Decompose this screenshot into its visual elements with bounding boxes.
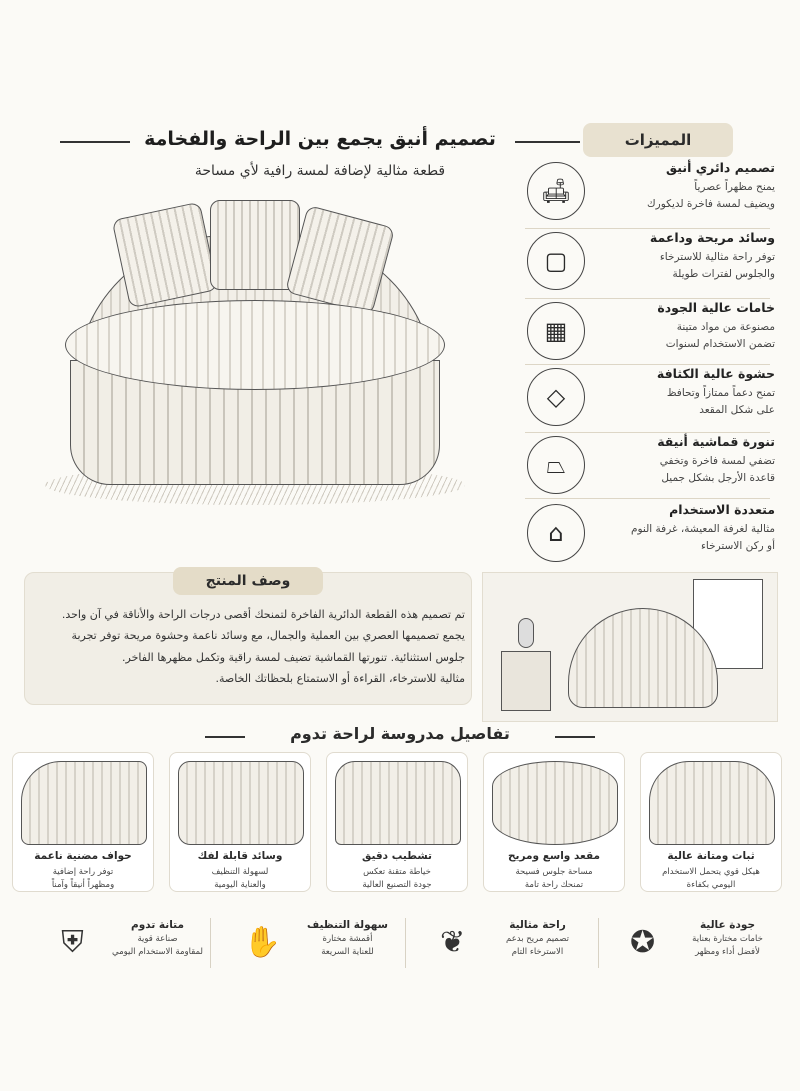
feature-desc: مصنوعة من مواد متينة تضمن الاستخدام لسنوات xyxy=(665,321,775,350)
page-title: تصميم أنيق يجمع بين الراحة والفخامة xyxy=(144,128,496,150)
features-header: المميزات xyxy=(583,123,733,157)
detail-image xyxy=(335,761,461,845)
divider xyxy=(525,432,770,433)
feature-desc: تمنح دعماً ممتازاً وتحافظ على شكل المقعد xyxy=(666,387,775,416)
feature-title: تنورة قماشية أنيقة xyxy=(657,434,775,449)
home-icon: ⌂ xyxy=(527,504,585,562)
feature-title: متعددة الاستخدام xyxy=(669,502,775,517)
detail-title: مقعد واسع ومريح xyxy=(507,850,601,862)
feature-item xyxy=(525,502,775,566)
side-table xyxy=(501,651,551,711)
sofa-illustration xyxy=(35,185,475,555)
description-title: وصف المنتج xyxy=(173,567,323,595)
detail-desc: توفر راحة إضافية ومظهراً أنيقاً وآمناً xyxy=(51,867,115,891)
feature-item xyxy=(525,160,775,224)
description-text: تم تصميم هذه القطعة الدائرية الفاخرة لتمنحك أقصى درجات الراحة والأناقة في آن واحد. يجمع تصميمها العصري بين العملية والجمال، مع وسائد ناعمة وحشوة مريحة توفر تجربة جلوس استثنائية. تنورتها القماشية تضيف لمسة راقية وتكمل مظهرها الفاخر. مثالية للاسترخاء، القراءة أو الاستمتاع بلحظاتك الخاصة. xyxy=(61,608,465,686)
benefit-desc: خامات مختارة بعناية لأفضل أداء ومظهر xyxy=(692,934,763,957)
details-title: تفاصيل مدروسة لراحة تدوم xyxy=(290,724,510,743)
vase xyxy=(518,618,534,648)
detail-desc: مساحة جلوس فسيحة تمنحك راحة تامة xyxy=(515,867,593,891)
feature-title: وسائد مريحة وداعمة xyxy=(649,230,775,245)
cushion-icon: ◇ xyxy=(527,368,585,426)
feature-item xyxy=(525,230,775,294)
medal-icon: ✪ xyxy=(629,925,656,960)
benefit-title: جودة عالية xyxy=(699,919,756,931)
feature-desc: توفر راحة مثالية للاسترخاء والجلوس لفترات طويلة xyxy=(659,251,775,280)
feature-item xyxy=(525,300,775,364)
pillow xyxy=(210,200,300,290)
divider xyxy=(525,298,770,299)
feature-desc: مثالية لغرفة المعيشة، غرفة النوم أو ركن الاسترخاء xyxy=(631,523,775,552)
detail-title: وسائد قابلة لفك xyxy=(197,850,283,862)
benefit-item xyxy=(405,915,590,975)
divider xyxy=(210,918,211,968)
feature-desc: تضفي لمسة فاخرة وتخفي قاعدة الأرجل بشكل جميل xyxy=(659,455,775,484)
pillow xyxy=(112,202,219,309)
skirt-icon: ⏢ xyxy=(527,436,585,494)
divider xyxy=(405,918,406,968)
detail-desc: لسهولة التنظيف والعناية اليومية xyxy=(211,867,269,891)
benefit-desc: أقمشة مختارة للعناية السريعة xyxy=(321,934,374,957)
detail-image xyxy=(492,761,618,845)
divider xyxy=(598,918,599,968)
detail-title: تشطيب دقيق xyxy=(362,850,432,862)
divider xyxy=(525,364,770,365)
shield-icon: ⛨ xyxy=(61,925,84,960)
detail-card xyxy=(640,752,782,892)
feature-title: خامات عالية الجودة xyxy=(657,300,775,315)
divider xyxy=(525,498,770,499)
detail-title: حواف مضنية ناعمة xyxy=(34,850,132,862)
pillow-icon: ▢ xyxy=(527,232,585,290)
detail-title: ثبات ومتانة عالية xyxy=(667,850,755,862)
hand-icon: ✋ xyxy=(243,925,282,960)
benefit-title: سهولة التنظيف xyxy=(307,919,388,931)
feature-desc: يمنح مظهراً عصرياً ويضيف لمسة فاخرة لديكورك xyxy=(647,181,775,210)
sofa-icon: 🛋 xyxy=(527,162,585,220)
detail-image xyxy=(178,761,304,845)
page-subtitle: قطعة مثالية لإضافة لمسة رافية لأي مساحة xyxy=(194,163,446,179)
detail-card xyxy=(483,752,625,892)
benefit-item xyxy=(215,915,400,975)
detail-desc: خياطة متقنة تعكس جودة التصنيع العالية xyxy=(362,867,432,891)
benefit-title: راحة مثالية xyxy=(509,919,566,931)
title-rule-right xyxy=(515,141,580,143)
details-rule-left xyxy=(205,736,245,738)
detail-card xyxy=(326,752,468,892)
detail-image xyxy=(21,761,147,845)
detail-card xyxy=(169,752,311,892)
feature-item xyxy=(525,366,775,430)
sofa-seat xyxy=(65,300,445,390)
detail-desc: هيكل قوي يتحمل الاستخدام اليومي بكفاءة xyxy=(662,867,760,891)
divider xyxy=(525,228,770,229)
feature-item xyxy=(525,434,775,498)
detail-card xyxy=(12,752,154,892)
fabric-icon: ▦ xyxy=(527,302,585,360)
benefit-desc: صناعة قوية لمقاومة الاستخدام اليومي xyxy=(111,934,204,957)
benefit-desc: تصميم مريح بدعم الاسترخاء التام xyxy=(506,934,569,957)
detail-image xyxy=(649,761,775,845)
benefit-title: متانة تدوم xyxy=(131,919,184,931)
feature-title: حشوة عالية الكثافة xyxy=(656,366,775,381)
feature-title: تصميم دائري أنيق xyxy=(666,160,775,175)
benefit-item xyxy=(25,915,210,975)
benefit-item xyxy=(595,915,780,975)
details-rule-right xyxy=(555,736,595,738)
leaf-icon: ❦ xyxy=(439,925,466,960)
room-illustration xyxy=(482,572,778,722)
